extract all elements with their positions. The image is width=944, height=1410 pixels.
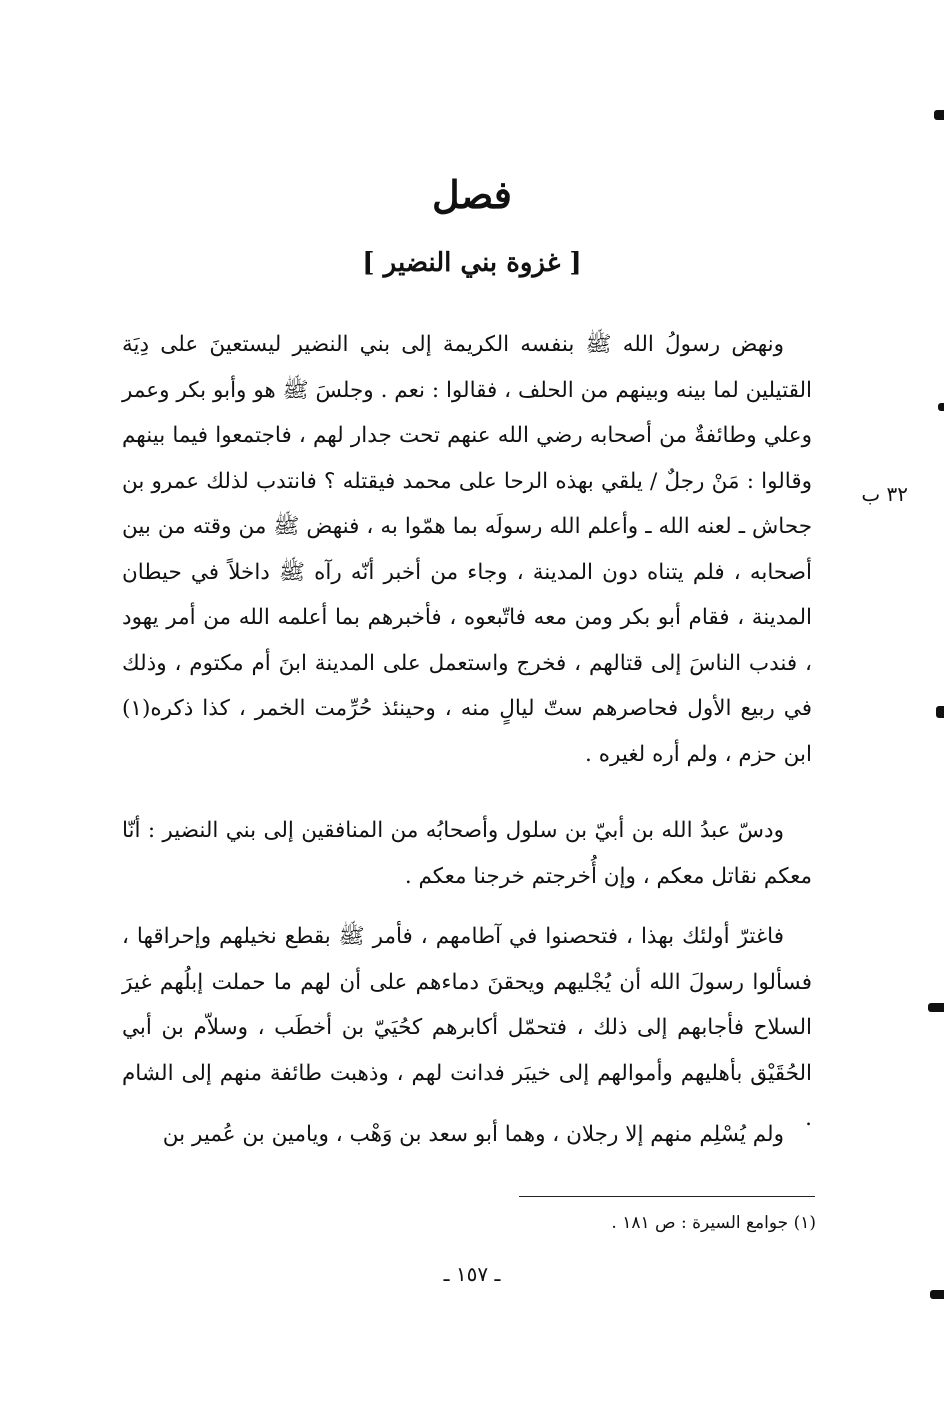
paragraph-text: ونهض رسولُ الله ﷺ بنفسه الكريمة إلى بني النضير ليستعينَ على دِيَة القتيلين لما بينه وبينهم من الحلف ، فقالوا : نعم . وجلسَ ﷺ هو وأبو بكر وعمر وعلي وطائفةٌ من أصحابه رضي الله عنهم تحت جدار لهم ، فاجتمعوا فيما بينهم وقالوا : مَنْ رجلٌ / يلقي بهذه الرحا على محمد فيقتله ؟ فانتدب لذلك عمرو بن جحاش ـ لعنه الله ـ وأعلم الله رسولَه بما همّوا به ، فنهض ﷺ من وقته من بين أصحابه ، فلم يتناه دون المدينة ، وجاء من أخبر أنّه رآه ﷺ داخلاً في حيطان المدينة ، فقام أبو بكر ومن معه فاتّبعوه ، فأخبرهم بما أعلمه الله من أمر يهود ، فندب الناسَ إلى قتالهم ، فخرج واستعمل على المدينة ابنَ أم مكتوم ، وذلك في ربيع الأول فحاصرهم ستّ ليالٍ منه ، وحينئذ حُرِّمت الخمر ، كذا ذكره(١) ابن حزم ، ولم أره لغيره .: [122, 332, 812, 767]
paragraph-4: [122, 1112, 812, 1158]
paragraph-3: [122, 914, 812, 1142]
section-subtitle: [ غزوة بني النضير ]: [362, 248, 582, 278]
scan-edge-mark: [928, 1003, 944, 1012]
scan-edge-mark: [930, 1290, 944, 1299]
footnote-divider: [519, 1196, 815, 1197]
paragraph-text: ودسّ عبدُ الله بن أبيّ بن سلول وأصحابُه من المنافقين إلى بني النضير : أنّا معكم نقاتل معكم ، وإن أُخرجتم خرجنا معكم .: [122, 818, 812, 889]
folio-margin-note: ٣٢ ب: [861, 482, 908, 506]
paragraph-text: فاغترّ أولئك بهذا ، فتحصنوا في آطامهم ، فأمر ﷺ بقطع نخيلهم وإحراقها ، فسألوا رسولَ الله أن يُجْليهم ويحقنَ دماءهم على أن لهم ما حملت إبلُهم غيرَ السلاح فأجابهم إلى ذلك ، فتحمّل أكابرهم كحُيَيّ بن أخطَب ، وسلاّم بن أبي الحُقَيْق بأهليهم وأموالهم إلى خيبَر فدانت لهم ، وذهبت طائفة منهم إلى الشام .: [122, 924, 812, 1131]
scan-edge-mark: [938, 403, 944, 411]
page-number: ـ ١٥٧ ـ: [443, 1262, 501, 1286]
scan-edge-mark: [934, 110, 944, 120]
scan-edge-mark: [936, 706, 944, 718]
paragraph-text: ولم يُسْلِم منهم إلا رجلان ، وهما أبو سعد بن وَهْب ، ويامين بن عُمير بن: [162, 1122, 784, 1147]
footnote: (١) جوامع السيرة : ص ١٨١ .: [611, 1213, 816, 1233]
paragraph-2: [122, 808, 812, 899]
chapter-title: فصل: [432, 172, 512, 217]
paragraph-1: [122, 322, 812, 777]
